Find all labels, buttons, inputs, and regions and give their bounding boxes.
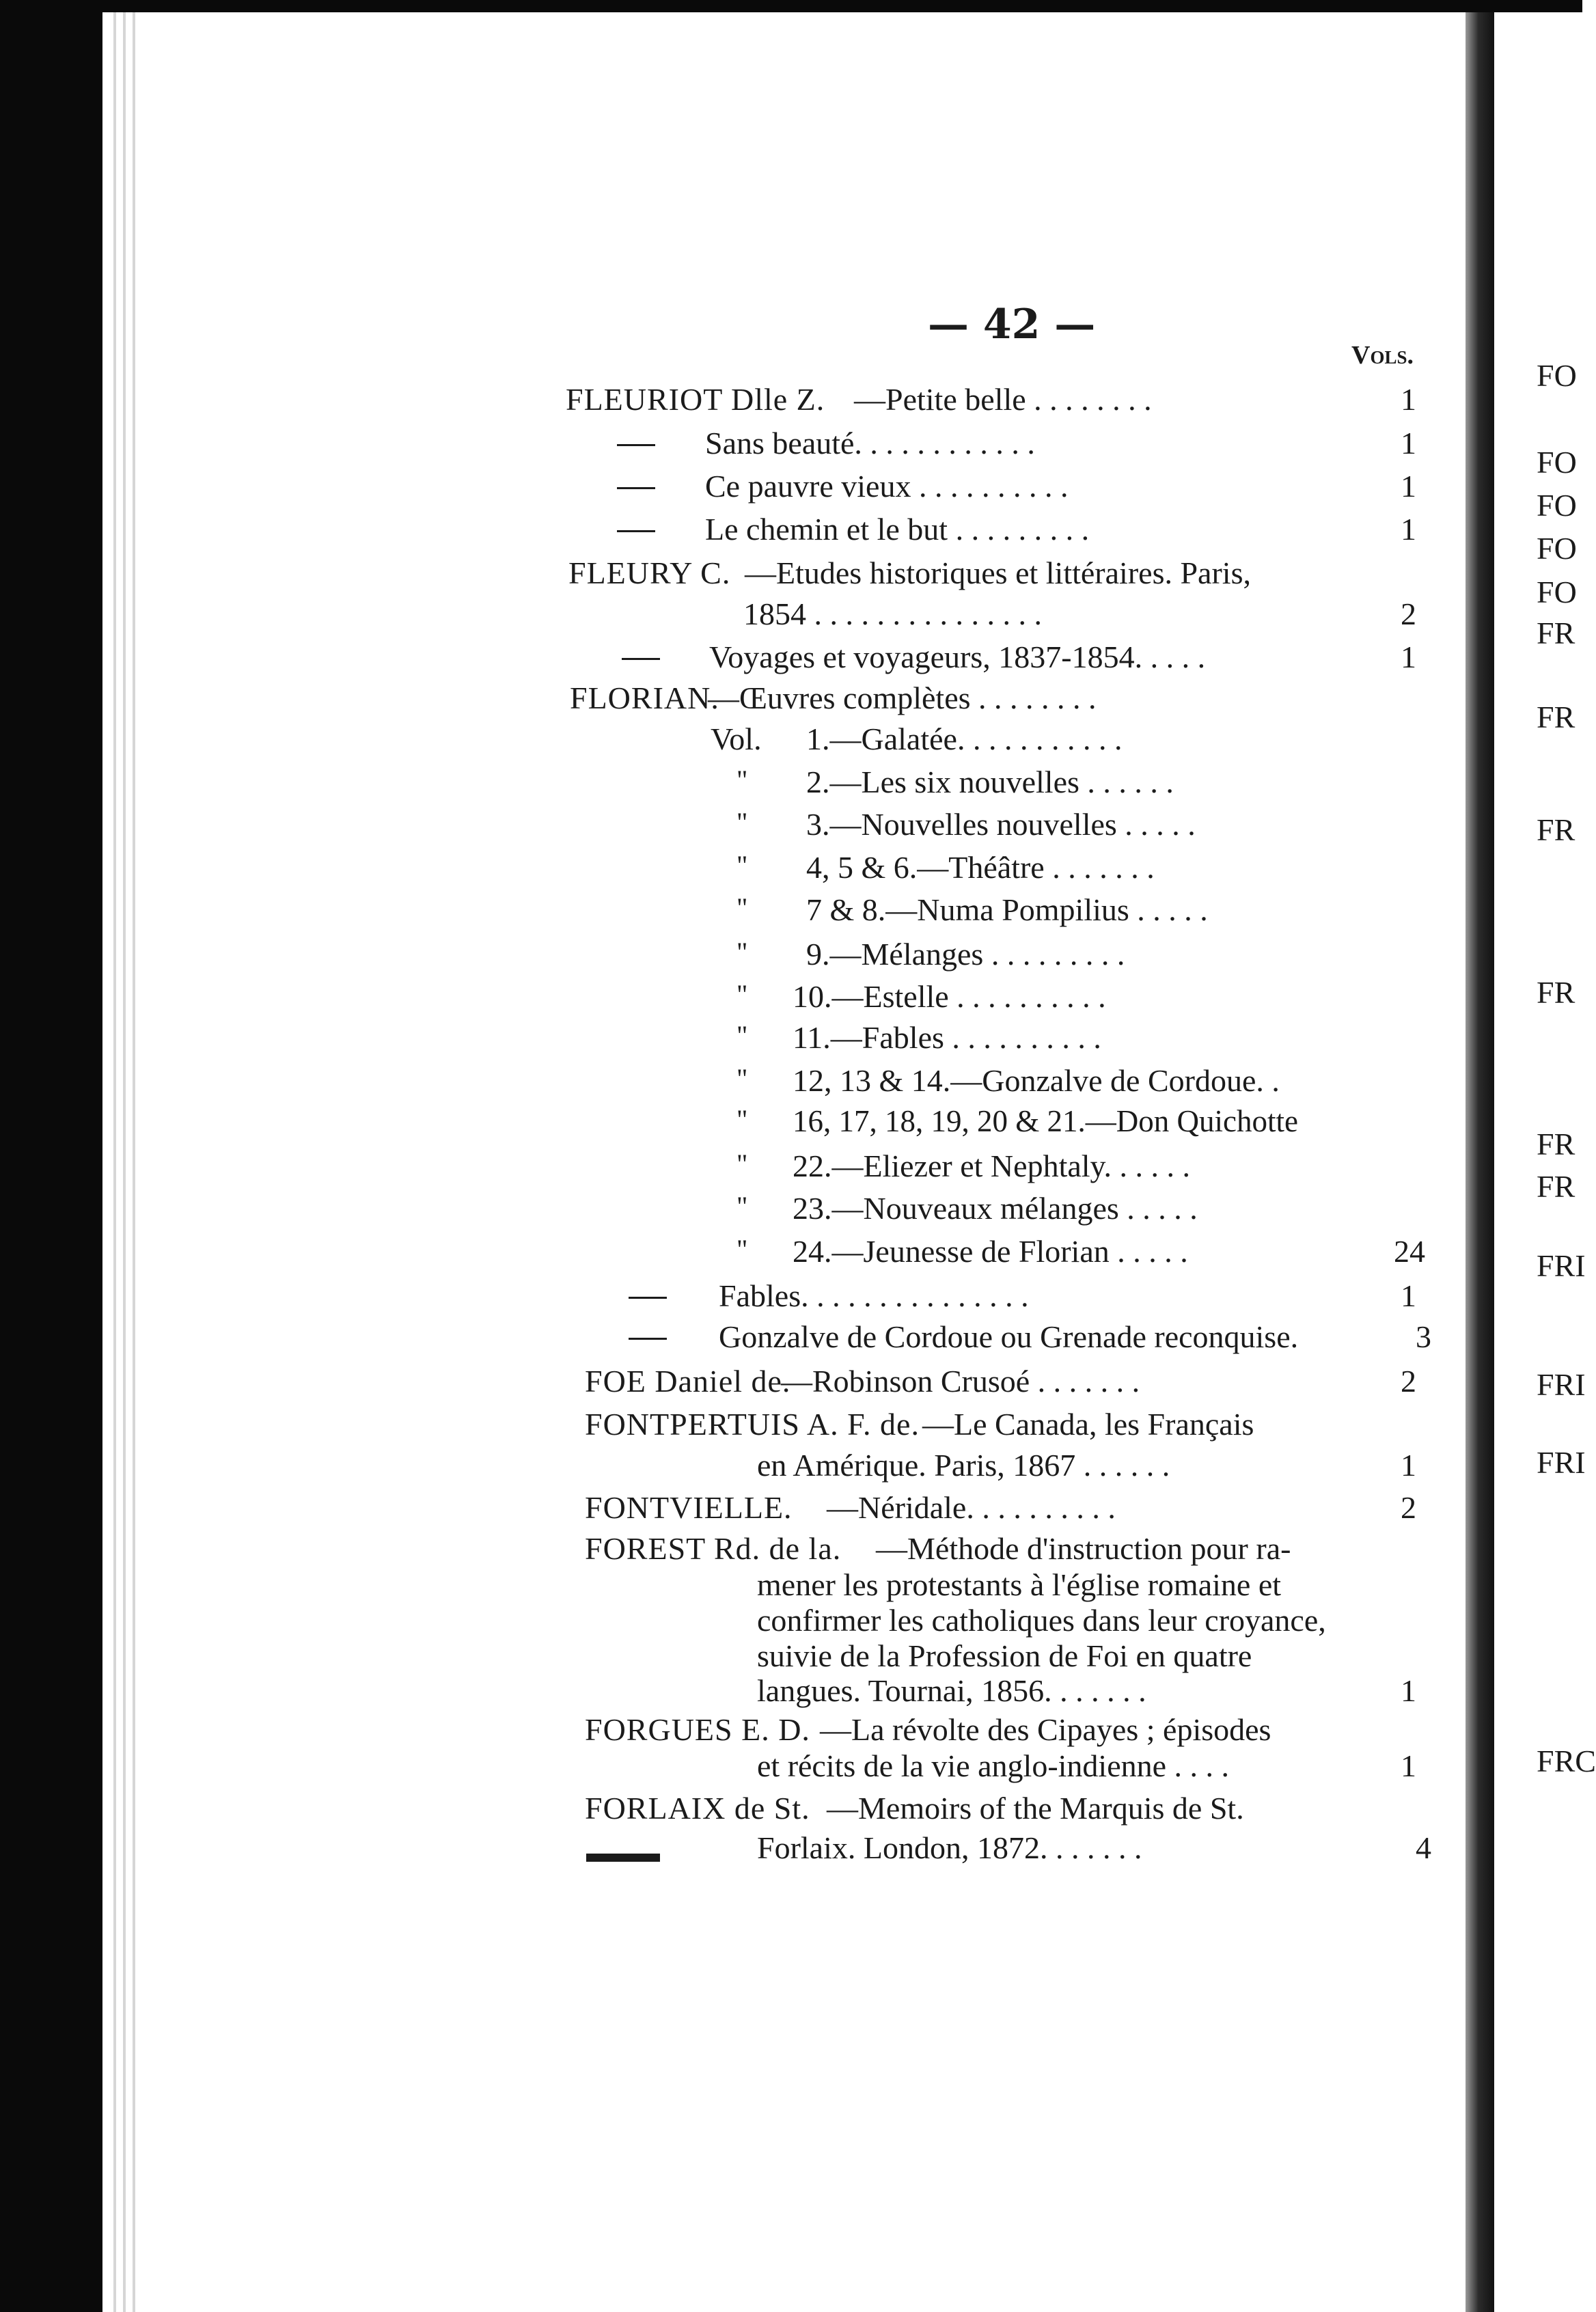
ditto-mark: " <box>737 1234 748 1265</box>
entry-title: 23.—Nouveaux mélanges . . . . . <box>793 1191 1198 1226</box>
entry-vols: 1 <box>1401 1448 1416 1483</box>
right-fragment: FR <box>1537 975 1576 1010</box>
entry-vols: 1 <box>1401 426 1416 460</box>
ditto-mark: " <box>737 765 748 795</box>
right-fragment: FO <box>1537 575 1577 609</box>
entry-author: FLEURIOT Dlle Z. <box>566 382 825 417</box>
entry-title: mener les protestants à l'église romaine et <box>757 1567 1282 1602</box>
ditto-mark: " <box>737 1191 748 1222</box>
entry-vols: 4 <box>1416 1830 1431 1865</box>
right-fragment: FRI <box>1537 1248 1586 1283</box>
entry-title: 12, 13 & 14.—Gonzalve de Cordoue. . <box>793 1063 1280 1098</box>
entry-vols: 1 <box>1401 512 1416 547</box>
entry-vols: 1 <box>1401 1748 1416 1783</box>
ditto-dash <box>617 444 655 446</box>
right-fragment: FR <box>1537 1169 1576 1204</box>
entry-title: Le chemin et le but . . . . . . . . . <box>705 512 1090 547</box>
entry-author: FOREST Rd. de la. <box>585 1531 842 1566</box>
vols-column-header: Vols. <box>1351 341 1414 370</box>
entry-vols: 2 <box>1401 1490 1416 1525</box>
entry-title: —Le Canada, les Français <box>922 1407 1254 1442</box>
entry-title: 3.—Nouvelles nouvelles . . . . . <box>806 807 1196 842</box>
ditto-mark: " <box>737 807 748 838</box>
ink-stamp-mark <box>586 1854 660 1862</box>
right-fragment: FRI <box>1537 1445 1586 1480</box>
right-fragment: FR <box>1537 616 1576 650</box>
page-number: — 42 — <box>928 301 1096 348</box>
entry-author: FONTVIELLE. <box>585 1490 793 1525</box>
right-fragment: FR <box>1537 700 1576 734</box>
entry-title: 2.—Les six nouvelles . . . . . . <box>806 765 1174 799</box>
right-fragment: FRI <box>1537 1367 1586 1402</box>
entry-title: —Memoirs of the Marquis de St. <box>827 1791 1244 1826</box>
ditto-mark: " <box>737 1020 748 1051</box>
entry-title: 22.—Eliezer et Nephtaly. . . . . . <box>793 1148 1191 1183</box>
entry-vol-label: Vol. <box>711 721 762 756</box>
entry-author: FLORIAN. <box>570 680 719 715</box>
entry-title: 9.—Mélanges . . . . . . . . . <box>806 937 1125 972</box>
entry-author: FLEURY C. <box>568 555 731 590</box>
ditto-dash <box>617 487 655 489</box>
entry-title: —Robinson Crusoé . . . . . . . <box>781 1364 1140 1399</box>
entry-author: FOE Daniel de. <box>585 1364 791 1399</box>
book-gutter <box>1466 12 1494 2312</box>
entry-title: 4, 5 & 6.—Théâtre . . . . . . . <box>806 850 1155 885</box>
ditto-mark: " <box>737 1063 748 1094</box>
ditto-mark: " <box>737 892 748 923</box>
entry-title: —Etudes historiques et littéraires. Paris, <box>745 555 1251 590</box>
right-fragment: FO <box>1537 531 1577 566</box>
entry-title: 10.—Estelle . . . . . . . . . . <box>793 979 1106 1014</box>
entry-title: Sans beauté. . . . . . . . . . . . <box>705 426 1035 460</box>
entry-title: Ce pauvre vieux . . . . . . . . . . <box>705 469 1069 504</box>
ditto-mark: " <box>737 1104 748 1135</box>
entry-title: —Méthode d'instruction pour ra- <box>876 1531 1291 1566</box>
right-fragment: FO <box>1537 445 1577 480</box>
ditto-dash <box>629 1297 667 1299</box>
entry-author: FORLAIX de St. <box>585 1791 810 1826</box>
right-fragment: FR <box>1537 1127 1576 1161</box>
entry-title: 16, 17, 18, 19, 20 & 21.—Don Quichotte <box>793 1104 1298 1138</box>
entry-vols: 2 <box>1401 596 1416 631</box>
entry-title: 1854 . . . . . . . . . . . . . . . <box>743 596 1042 631</box>
entry-title: 1.—Galatée. . . . . . . . . . . <box>806 721 1123 756</box>
entry-title: confirmer les catholiques dans leur croyance, <box>757 1603 1326 1638</box>
left-page <box>102 12 1466 2312</box>
entry-title: 7 & 8.—Numa Pompilius . . . . . <box>806 892 1208 927</box>
scan-border-top <box>0 0 1582 12</box>
entry-title: Voyages et voyageurs, 1837-1854. . . . . <box>709 639 1206 674</box>
right-fragment: FR <box>1537 812 1576 847</box>
entry-title: —La révolte des Cipayes ; épisodes <box>820 1712 1271 1747</box>
entry-author: FORGUES E. D. <box>585 1712 810 1747</box>
entry-title: Gonzalve de Cordoue ou Grenade reconquise. <box>719 1319 1299 1354</box>
scan-border-left <box>0 0 102 2312</box>
ditto-mark: " <box>737 1148 748 1179</box>
right-fragment: FO <box>1537 358 1577 393</box>
entry-title: et récits de la vie anglo-indienne . . . . <box>757 1748 1230 1783</box>
entry-title: —Néridale. . . . . . . . . . <box>827 1490 1116 1525</box>
entry-vols: 1 <box>1401 639 1416 674</box>
entry-title: langues. Tournai, 1856. . . . . . . <box>757 1673 1146 1708</box>
entry-vols: 1 <box>1401 469 1416 504</box>
entry-vols: 3 <box>1416 1319 1431 1354</box>
entry-title: en Amérique. Paris, 1867 . . . . . . <box>757 1448 1170 1483</box>
entry-vols: 2 <box>1401 1364 1416 1399</box>
ditto-dash <box>622 658 660 660</box>
ditto-mark: " <box>737 937 748 967</box>
entry-vols: 1 <box>1401 1278 1416 1313</box>
right-fragment: FRC <box>1537 1744 1596 1778</box>
right-page <box>1494 12 1596 2312</box>
ditto-mark: " <box>737 979 748 1010</box>
ditto-mark: " <box>737 850 748 881</box>
entry-author: FONTPERTUIS A. F. de. <box>585 1407 920 1442</box>
right-fragment: FO <box>1537 488 1577 523</box>
entry-title: —Petite belle . . . . . . . . <box>854 382 1152 417</box>
entry-title: Fables. . . . . . . . . . . . . . . <box>719 1278 1029 1313</box>
entry-title: suivie de la Profession de Foi en quatre <box>757 1638 1252 1673</box>
entry-title: 11.—Fables . . . . . . . . . . <box>793 1020 1101 1055</box>
ditto-dash <box>629 1338 667 1340</box>
entry-vols: 24 <box>1394 1234 1425 1269</box>
entry-vols: 1 <box>1401 382 1416 417</box>
ditto-dash <box>617 530 655 532</box>
entry-title: —Œuvres complètes . . . . . . . . <box>708 680 1097 715</box>
entry-title: 24.—Jeunesse de Florian . . . . . <box>793 1234 1188 1269</box>
entry-vols: 1 <box>1401 1673 1416 1708</box>
entry-title: Forlaix. London, 1872. . . . . . . <box>757 1830 1142 1865</box>
